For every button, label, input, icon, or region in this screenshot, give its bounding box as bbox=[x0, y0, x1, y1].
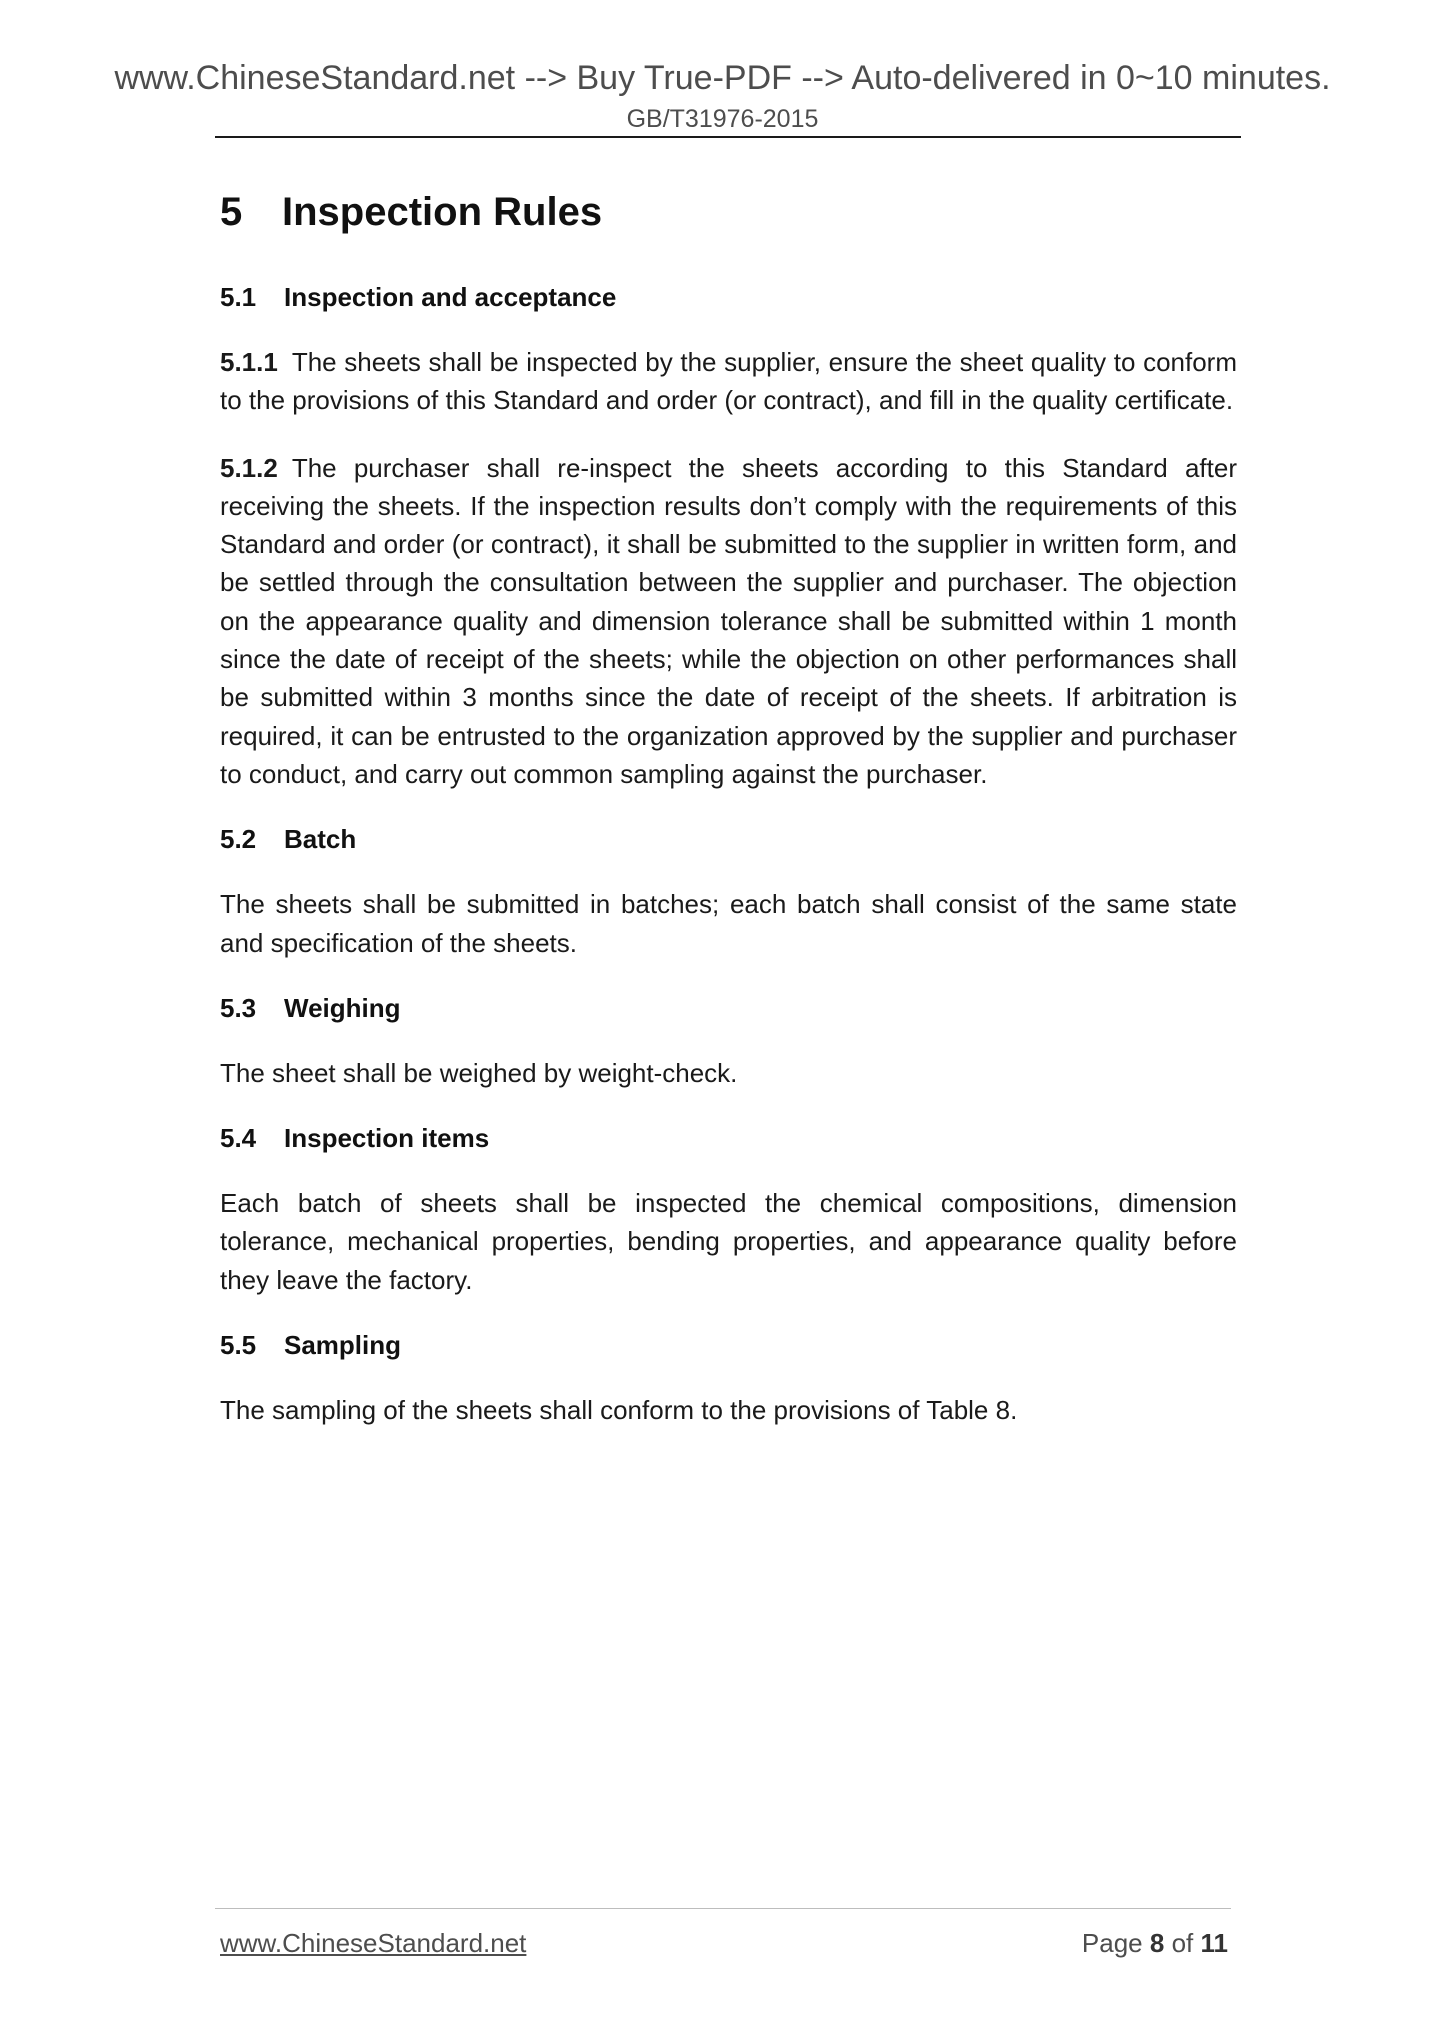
subsection-number: 5.5 bbox=[220, 1330, 257, 1361]
page-indicator bbox=[1082, 1927, 1228, 1959]
section-heading bbox=[220, 188, 1237, 236]
page-body bbox=[220, 188, 1237, 1458]
clause-5-1-1 bbox=[220, 343, 1237, 420]
document-id: GB/T31976-2015 bbox=[626, 105, 819, 133]
subsection-heading-5-2 bbox=[220, 822, 1237, 856]
section-title: Inspection Rules bbox=[282, 190, 603, 234]
footer-website-link[interactable]: www.ChineseStandard.net bbox=[220, 1928, 527, 1958]
clause-number: 5.1.1 bbox=[220, 347, 278, 377]
footer-divider bbox=[215, 1908, 1231, 1909]
subsection-title: Weighing bbox=[284, 992, 401, 1023]
clause-5-1-2 bbox=[220, 449, 1237, 794]
subsection-title: Sampling bbox=[284, 1330, 402, 1361]
page-current: 8 bbox=[1149, 1928, 1165, 1958]
subsection-title: Inspection items bbox=[284, 1123, 490, 1154]
subsection-number: 5.4 bbox=[220, 1123, 257, 1154]
clause-text: The sheets shall be inspected by the supplier, ensure the sheet quality to conform to the provisions of this Standard and order (or contract), and fill in the quality certificate. bbox=[220, 347, 1237, 416]
paragraph-5-4: Each batch of sheets shall be inspected the chemical compositions, dimension tolerance, mechanical properties, bending properties, and appearance quality before they leave the factory. bbox=[220, 1188, 1237, 1295]
subsection-heading-5-1 bbox=[220, 280, 1237, 314]
page-of: of bbox=[1171, 1928, 1194, 1958]
clause-number: 5.1.2 bbox=[220, 452, 278, 483]
subsection-title: Batch bbox=[284, 824, 357, 855]
header-divider bbox=[215, 136, 1241, 138]
top-banner: www.ChineseStandard.net --> Buy True-PDF --> Auto-delivered in 0~10 minutes. bbox=[114, 59, 1331, 97]
subsection-title: Inspection and acceptance bbox=[284, 282, 617, 312]
section-number: 5 bbox=[220, 190, 243, 234]
page-prefix: Page bbox=[1081, 1928, 1143, 1958]
subsection-number: 5.2 bbox=[220, 824, 257, 855]
subsection-number: 5.1 bbox=[220, 282, 257, 312]
clause-text: The purchaser shall re-inspect the sheets according to this Standard after receiving the sheets. If the inspection results don’t comply with the requirements of this Standard and order (or contract), it shall be submitted to the supplier in written form, and be settled through the consultation between the supplier and purchaser. The objection on the appearance quality and dimension tolerance shall be submitted within 1 month since the date of receipt of the sheets; while the objection on other performances shall be submitted within 3 months since the date of receipt of the sheets. If arbitration is required, it can be entrusted to the organization approved by the supplier and purchaser to conduct, and carry out common sampling against the purchaser. bbox=[220, 452, 1237, 789]
paragraph-5-5: The sampling of the sheets shall conform to the provisions of Table 8. bbox=[220, 1395, 1018, 1426]
paragraph-5-2: The sheets shall be submitted in batches; each batch shall consist of the same state and specification of the sheets. bbox=[220, 889, 1237, 958]
subsection-heading-5-3 bbox=[220, 991, 1237, 1025]
paragraph-5-3: The sheet shall be weighed by weight-check. bbox=[220, 1057, 738, 1088]
subsection-heading-5-4 bbox=[220, 1121, 1237, 1155]
subsection-number: 5.3 bbox=[220, 992, 257, 1023]
page-total: 11 bbox=[1200, 1928, 1228, 1958]
subsection-heading-5-5 bbox=[220, 1328, 1237, 1362]
